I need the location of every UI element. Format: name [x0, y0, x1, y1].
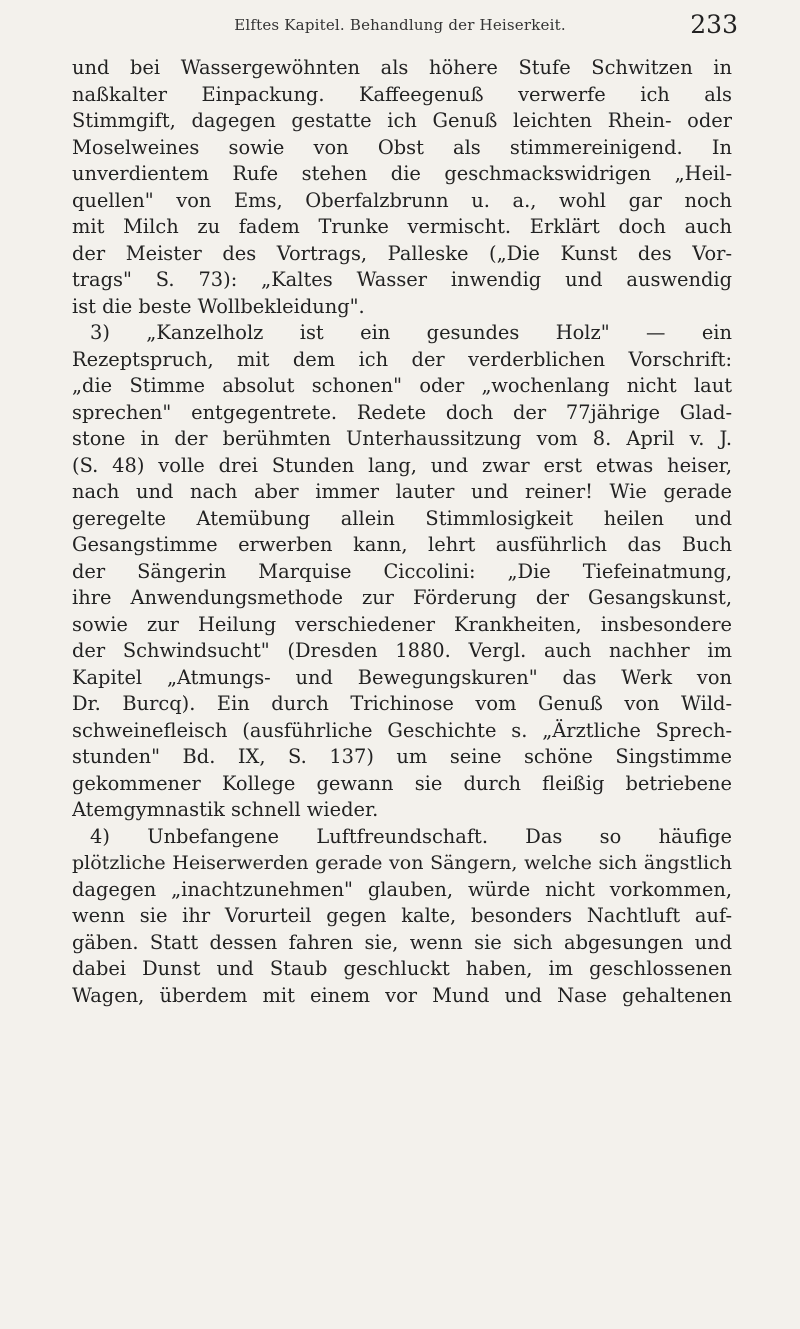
text-line: gäben. Statt dessen fahren sie, wenn sie sich abgesungen und [72, 930, 732, 954]
text-line: 4) Unbefangene Luftfreundschaft. Das so häufige [90, 824, 732, 848]
text-line: dabei Dunst und Staub geschluckt haben, im geschlossenen [72, 957, 732, 980]
text-line: stunden" Bd. IX, S. 137) um seine schöne Singstimme [72, 745, 732, 768]
text-line: trags" S. 73): „Kaltes Wasser inwendig und auswendig [72, 268, 732, 291]
text-line: wenn sie ihr Vorurteil gegen kalte, besonders Nachtluft auf- [72, 904, 732, 927]
text-line: der Sängerin Marquise Ciccolini: „Die Tiefeinatmung, [72, 559, 732, 583]
text-line: (S. 48) volle drei Stunden lang, und zwar erst etwas heiser, [72, 453, 732, 477]
text-line: Stimmgift, dagegen gestatte ich Genuß leichten Rhein- oder [72, 109, 732, 132]
text-line: Wagen, überdem mit einem vor Mund und Nase gehaltenen [72, 983, 732, 1007]
text-line: sprechen" entgegentrete. Redete doch der 77jährige Glad- [72, 400, 732, 424]
body-text [72, 55, 732, 1009]
text-line: naßkalter Einpackung. Kaffeegenuß verwerfe ich als [72, 82, 732, 106]
text-line: dagegen „inachtzunehmen" glauben, würde nicht vorkommen, [72, 877, 732, 901]
text-line: stone in der berühmten Unterhaussitzung vom 8. April v. J. [72, 427, 732, 450]
text-line: nach und nach aber immer lauter und reiner! Wie gerade [72, 480, 732, 503]
text-line: Rezeptspruch, mit dem ich der verderblichen Vorschrift: [72, 347, 732, 371]
text-line: geregelte Atemübung allein Stimmlosigkeit heilen und [72, 506, 732, 530]
text-line: Kapitel „Atmungs- und Bewegungskuren" das Werk von [72, 665, 732, 689]
text-line: und bei Wassergewöhnten als höhere Stufe Schwitzen in [72, 56, 732, 79]
text-line: gekommener Kollege gewann sie durch fleißig betriebene [72, 771, 732, 795]
text-line: Gesangstimme erwerben kann, lehrt ausführlich das Buch [72, 533, 732, 556]
running-head [60, 10, 740, 50]
text-line: quellen" von Ems, Oberfalzbrunn u. a., wohl gar noch [72, 188, 732, 212]
text-line: sowie zur Heilung verschiedener Krankheiten, insbesondere [72, 612, 732, 636]
text-line: unverdientem Rufe stehen die geschmackswidrigen „Heil- [72, 162, 732, 185]
text-line: 3) „Kanzelholz ist ein gesundes Holz" — ein [90, 321, 732, 344]
text-line: Atemgymnastik schnell wieder. [72, 798, 379, 821]
text-line: Dr. Burcq). Ein durch Trichinose vom Genuß von Wild- [72, 692, 732, 715]
page-number: 233 [690, 10, 738, 39]
text-line: ihre Anwendungsmethode zur Förderung der Gesangskunst, [72, 586, 732, 609]
text-line: der Schwindsucht" (Dresden 1880. Vergl. auch nachher im [72, 639, 732, 662]
text-line: mit Milch zu fadem Trunke vermischt. Erklärt doch auch [72, 215, 732, 238]
text-line: der Meister des Vortrags, Palleske („Die Kunst des Vor- [72, 241, 732, 265]
text-line: ist die beste Wollbekleidung". [72, 294, 365, 318]
text-line: plötzliche Heiserwerden gerade von Sängern, welche sich ängstlich [72, 852, 732, 874]
text-line: schweinefleisch (ausführliche Geschichte s. „Ärztliche Sprech- [72, 718, 732, 742]
running-title: Elftes Kapitel. Behandlung der Heiserkeit. [234, 16, 566, 34]
text-line: Moselweines sowie von Obst als stimmereinigend. In [72, 135, 732, 159]
text-line: „die Stimme absolut schonen" oder „wochenlang nicht laut [72, 374, 732, 397]
